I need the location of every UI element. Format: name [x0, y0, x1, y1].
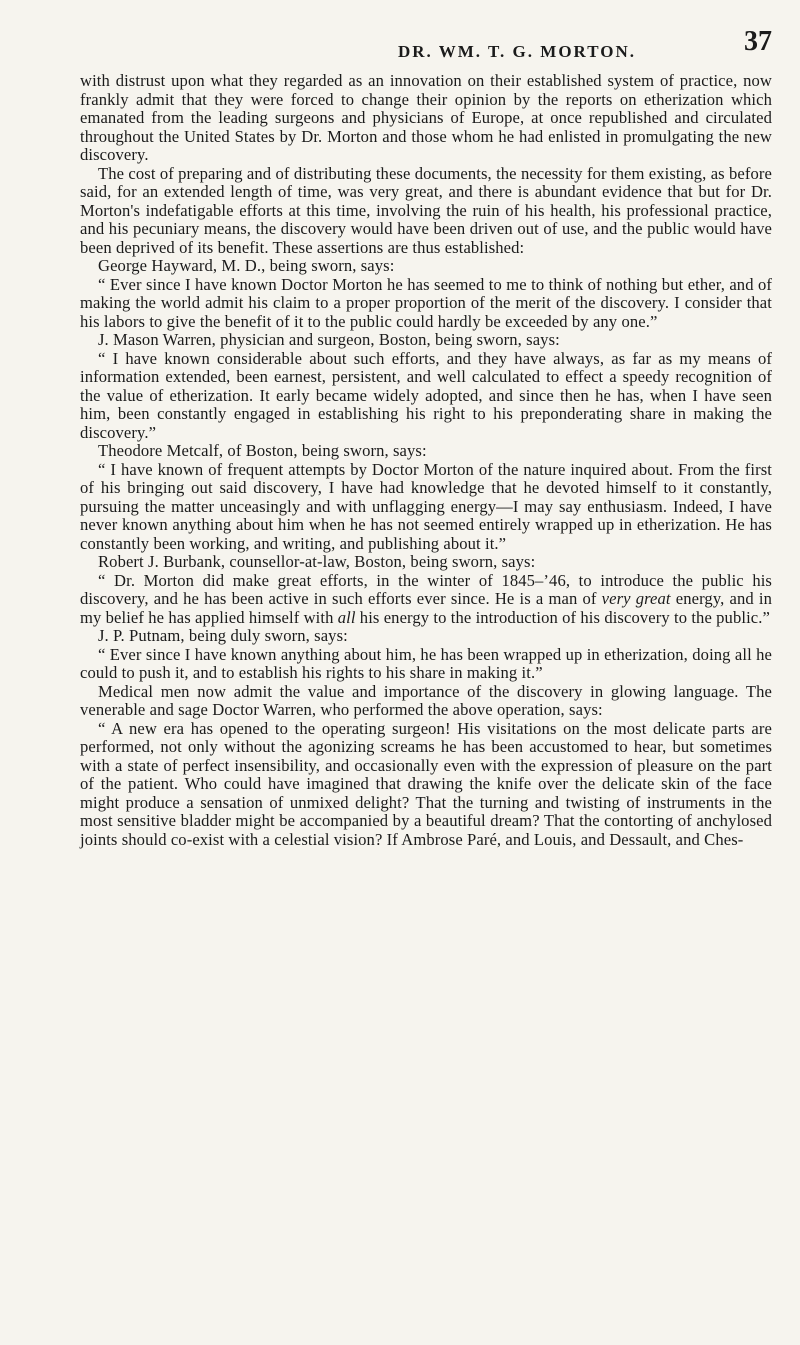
- witness-hayward: George Hayward, M. D., being sworn, says:: [98, 256, 395, 275]
- quote-burbank-emphasis-2: all: [337, 607, 356, 627]
- quote-burbank-emphasis-1: very great: [601, 589, 671, 608]
- quote-putnam: “ Ever since I have known anything about him, he has been wrapped up in etherization, doing all he could to push it, and to establish his rights to his share in making it.”: [80, 644, 772, 682]
- running-head: [80, 26, 772, 72]
- quote-burbank: [80, 572, 772, 628]
- witness-burbank: Robert J. Burbank, counsellor-at-law, Boston, being sworn, says:: [98, 552, 536, 571]
- quote-burbank-before: “ Dr. Morton did make great efforts, in the winter of 1845–’46, to introduce the public his discovery, and he has been active in such efforts ever since. He is a man of: [80, 570, 772, 608]
- quote-hayward: “ Ever since I have known Doctor Morton he has seemed to me to think of nothing but ether, and of making the world admit his claim to a proper proportion of the merit of the discovery. I consider that his labors to give the benefit of it to the public could hardly be exceeded by any one.”: [80, 274, 772, 331]
- paragraph-continuation: with distrust upon what they regarded as an innovation on their established system of practice, now frankly admit that they were forced to change their opinion by the reports on etherization which emanated from the leading surgeons and physicians of Europe, at once republished and circulated throughout the United States by Dr. Morton and those whom he had enlisted in promulgating the new discovery.: [80, 71, 772, 164]
- quote-metcalf: “ I have known of frequent attempts by Doctor Morton of the nature inquired about. From the first of his bringing out said discovery, I have had knowledge that he devoted himself to it constantly, pursuing the matter unceasingly and with unflagging energy—I may say enthusiasm. Indeed, I have never known anything about him when he has not seemed entirely wrapped up in etherization. He has constantly been working, and writing, and publishing about it.”: [80, 459, 772, 553]
- quote-warren: “ I have known considerable about such efforts, and they have always, as far as my means of information extended, been earnest, persistent, and well calculated to effect a speedy recognition of the value of etherization. It early became widely adopted, and since then he has, when I have seen him, been constantly engaged in establishing his right to his preponderating share in making the discovery.”: [80, 348, 772, 442]
- body-text: [80, 72, 772, 849]
- witness-putnam: J. P. Putnam, being duly sworn, says:: [98, 626, 348, 645]
- witness-metcalf: Theodore Metcalf, of Boston, being sworn, says:: [98, 441, 427, 460]
- quote-doctor-warren: “ A new era has opened to the operating surgeon! His visitations on the most delicate parts are performed, not only without the agonizing screams he has been accustomed to hear, but sometimes with a state of perfect insensibility, and occasionally even with the expression of pleasure on the part of the patient. Who could have imagined that drawing the knife over the delicate skin of the face might produce a sensation of unmixed delight? That the turning and twisting of instruments in the most sensitive bladder might be accompanied by a beautiful dream? That the contorting of anchylosed joints should co-exist with a celestial vision? If Ambrose Paré, and Louis, and Dessault, and Ches-: [80, 718, 772, 849]
- witness-warren: J. Mason Warren, physician and surgeon, Boston, being sworn, says:: [98, 330, 560, 349]
- paragraph-cost: The cost of preparing and of distributing these documents, the necessity for them existing, as before said, for an extended length of time, was very great, and there is abundant evidence that but for Dr. Morton's indefatigable efforts at this time, involving the ruin of his health, his professional practice, and his pecuniary means, the discovery would have been driven out of use, and the public would have been deprived of its benefit. These assertions are thus established:: [80, 163, 772, 257]
- paragraph-medical-men: Medical men now admit the value and importance of the discovery in glowing language. The venerable and sage Doctor Warren, who performed the above operation, says:: [80, 681, 772, 719]
- quote-burbank-middle: energy, and in my belief he has applied himself with: [80, 589, 772, 627]
- running-title: DR. WM. T. G. MORTON.: [398, 42, 637, 61]
- page-number: 37: [744, 26, 772, 57]
- quote-burbank-after: his energy to the introduction of his discovery to the public.”: [355, 607, 770, 627]
